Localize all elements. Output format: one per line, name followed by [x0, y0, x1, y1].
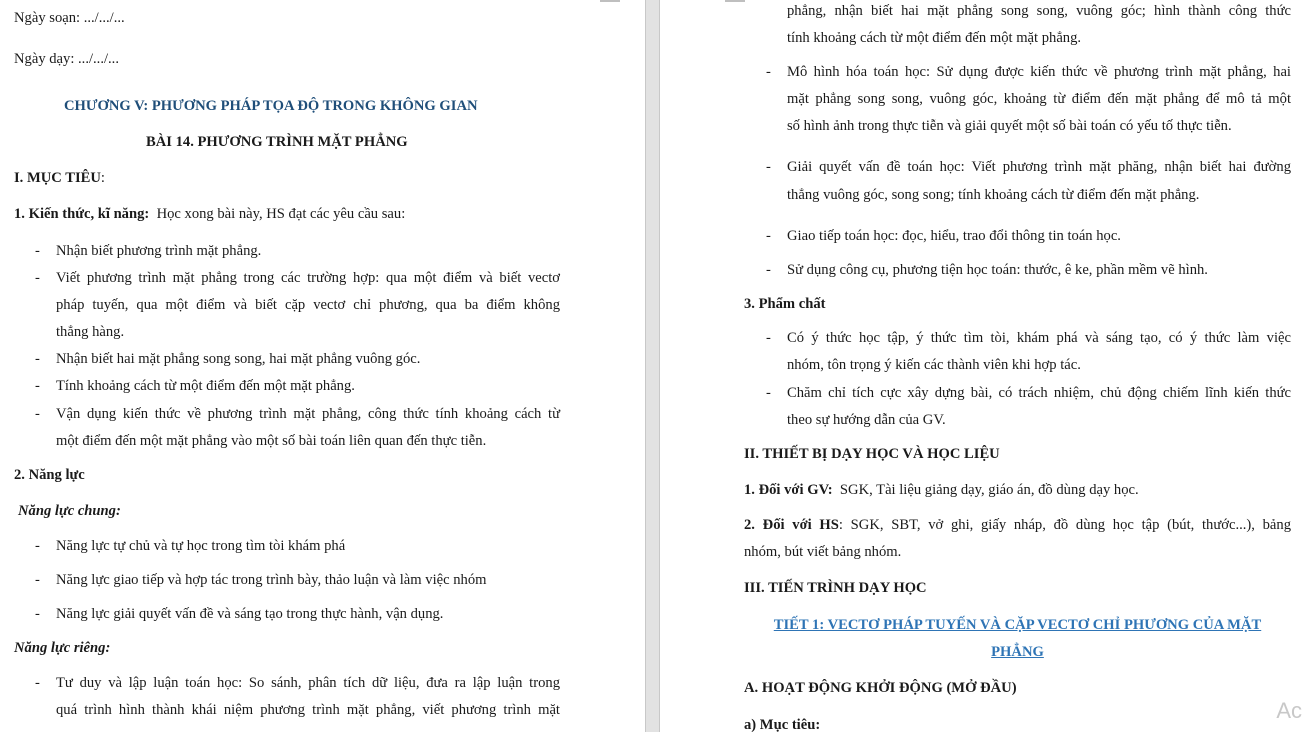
list-item: Chăm chỉ tích cực xây dựng bài, có trách nhiệm, chủ động chiếm lĩnh kiến thức [787, 385, 1291, 401]
document-page-left: Ngày soạn: .../.../... Ngày dạy: .../.../... CHƯƠNG V: PHƯƠNG PHÁP TỌA ĐỘ TRONG KHÔNG GIAN BÀI 14. PHƯƠNG TRÌNH MẶT PHẲNG I. MỤC TIÊU: 1. Kiến thức, kĩ năng: Học xong bài này, HS đạt các yêu cầu sau: - Nhận biết phương trình mặt phẳng. - Viết phương trình mặt phẳng trong các trường hợp: qua một điểm và biết vectơ pháp tuyến, qua một điểm và biết cặp vectơ chỉ phương, qua ba điểm không thẳng hàng. - Nhận biết hai mặt phẳng song song, hai mặt phẳng vuông góc. - Tính khoảng cách từ một điểm đến một mặt phẳng. - Vận dụng kiến thức về phương trình mặt phẳng, công thức tính khoảng cách từ một điểm đến một mặt phẳng vào một số bài toán liên quan đến thực tiễn. 2. Năng lực Năng lực chung: - Năng lực tự chủ và tự học trong tìm tòi khám phá - Năng lực giao tiếp và hợp tác trong trình bày, thảo luận và làm việc nhóm - Năng lực giải quyết vấn đề và sáng tạo trong thực hành, vận dụng. Năng lực riêng: - Tư duy và lập luận toán học: So sánh, phân tích dữ liệu, đưa ra lập luận trong quá trình hình thành khái niệm phương trình mặt phẳng, viết phương trình mặt [0, 0, 645, 732]
list-item-cont: phẳng, nhận biết hai mặt phẳng song song, vuông góc; hình thành công thức [787, 3, 1291, 19]
list-item: Giao tiếp toán học: đọc, hiểu, trao đổi thông tin toán học. [787, 228, 1121, 244]
list-item: Năng lực giải quyết vấn đề và sáng tạo trong thực hành, vận dụng. [56, 606, 444, 622]
hs-label: 2. Đối với HS [744, 517, 839, 533]
activation-watermark: Ac [1276, 698, 1302, 723]
list-item-cont: nhóm, tôn trọng ý kiến các thành viên khi hợp tác. [787, 357, 1081, 373]
list-item: Năng lực giao tiếp và hợp tác trong trình bày, thảo luận và làm việc nhóm [56, 572, 487, 588]
list-item: Tính khoảng cách từ một điểm đến một mặt phẳng. [56, 378, 355, 394]
list-item: Nhận biết hai mặt phẳng song song, hai mặt phẳng vuông góc. [56, 351, 421, 367]
list-item-cont: theo sự hướng dẫn của GV. [787, 412, 946, 428]
kien-thuc-label: 1. Kiến thức, kĩ năng: [14, 206, 150, 222]
tiet1-heading-link-cont[interactable]: PHẲNG [991, 644, 1044, 660]
tiet1-heading-link[interactable]: TIẾT 1: VECTƠ PHÁP TUYẾN VÀ CẶP VECTƠ CHỈ PHƯƠNG CỦA MẶT [773, 617, 1262, 633]
list-item: Năng lực tự chủ và tự học trong tìm tòi khám phá [56, 538, 346, 554]
list-item: Tư duy và lập luận toán học: So sánh, phân tích dữ liệu, đưa ra lập luận trong [56, 675, 560, 691]
list-item: Viết phương trình mặt phẳng trong các trường hợp: qua một điểm và biết vectơ [56, 270, 560, 286]
section-muc-tieu-label: I. MỤC TIÊU [14, 170, 101, 186]
section-tien-trinh: III. TIẾN TRÌNH DẠY HỌC [744, 580, 927, 596]
document-page-right: phẳng, nhận biết hai mặt phẳng song song, vuông góc; hình thành công thức tính khoảng cách từ một điểm đến một mặt phẳng. - Mô hình hóa toán học: Sử dụng được kiến thức về phương trình mặt phẳng, hai mặt phẳng song song, vuông góc, khoảng từ điểm đến mặt phẳng để mô tả một số hình ảnh trong thực tiễn và giải quyết một số bài toán có yếu tố thực tiễn. - Giải quyết vấn đề toán học: Viết phương trình mặt phăng, nhận biết hai đường thẳng vuông góc, song song; tính khoảng cách từ điểm đến mặt phẳng. - Giao tiếp toán học: đọc, hiểu, trao đổi thông tin toán học. - Sử dụng công cụ, phương tiện học toán: thước, ê ke, phần mềm vẽ hình. 3. Phẩm chất - Có ý thức học tập, ý thức tìm tòi, khám phá và sáng tạo, có ý thức làm việc nhóm, tôn trọng ý kiến các thành viên khi hợp tác. - Chăm chỉ tích cực xây dựng bài, có trách nhiệm, chủ động chiếm lĩnh kiến thức theo sự hướng dẫn của GV. II. THIẾT BỊ DẠY HỌC VÀ HỌC LIỆU 1. Đối với GV: SGK, Tài liệu giảng dạy, giáo án, đồ dùng dạy học. 2. Đối với HS: SGK, SBT, vở ghi, giấy nháp, đồ dùng học tập (bút, thước...), bảng nhóm, bút viết bảng nhóm. III. TIẾN TRÌNH DẠY HỌC TIẾT 1: VECTƠ PHÁP TUYẾN VÀ CẶP VECTƠ CHỈ PHƯƠNG CỦA MẶT PHẲNG A. HOẠT ĐỘNG KHỞI ĐỘNG (MỞ ĐẦU) a) Mục tiêu: Ac [660, 0, 1302, 732]
list-item-cont: mặt phẳng song song, vuông góc, khoảng từ điểm đến mặt phẳng để mô tả một [787, 91, 1291, 107]
list-item-cont: một điểm đến một mặt phẳng vào một số bài toán liên quan đến thực tiễn. [56, 433, 487, 449]
page-corner-mark [600, 0, 620, 2]
section-thiet-bi: II. THIẾT BỊ DẠY HỌC VÀ HỌC LIỆU [744, 446, 1000, 462]
ngay-day: Ngày dạy: .../.../... [14, 51, 119, 67]
hs-text: : SGK, SBT, vở ghi, giấy nháp, đồ dùng học tập (bút, thước...), bảng [838, 517, 1291, 533]
page-gutter [645, 0, 660, 732]
section-muc-tieu-colon: : [100, 170, 105, 186]
list-item-cont: tính khoảng cách từ một điểm đến một mặt phẳng. [787, 30, 1082, 46]
gv-label: 1. Đối với GV: [744, 482, 833, 498]
doi-voi-gv [744, 481, 1139, 499]
doi-voi-hs [744, 516, 1291, 534]
ngay-soan: Ngày soạn: .../.../... [14, 10, 125, 26]
muc-tieu-label: a) Mục tiêu: [744, 717, 821, 732]
nang-luc-rieng: Năng lực riêng: [14, 640, 111, 656]
kien-thuc-heading [14, 205, 405, 223]
nang-luc-chung: Năng lực chung: [18, 503, 121, 519]
pham-chat-heading: 3. Phẩm chất [744, 296, 826, 312]
section-muc-tieu [14, 169, 105, 187]
nang-luc-heading: 2. Năng lực [14, 467, 85, 483]
list-item-cont: thẳng hàng. [56, 324, 125, 340]
list-item-cont: thẳng vuông góc, song song; tính khoảng cách từ điểm đến mặt phẳng. [787, 187, 1200, 203]
list-item: Sử dụng công cụ, phương tiện học toán: thước, ê ke, phần mềm vẽ hình. [787, 262, 1208, 278]
page-corner-mark [725, 0, 745, 2]
list-item: Mô hình hóa toán học: Sử dụng được kiến thức về phương trình mặt phẳng, hai [787, 64, 1291, 80]
list-item-cont: pháp tuyến, qua một điểm và biết cặp vectơ chỉ phương, qua ba điểm không [56, 297, 560, 313]
list-item-cont: quá trình hình thành khái niệm phương trình mặt phẳng, viết phương trình mặt [56, 702, 560, 718]
lesson-title: BÀI 14. PHƯƠNG TRÌNH MẶT PHẲNG [146, 134, 408, 150]
list-item: Giải quyết vấn đề toán học: Viết phương trình mặt phăng, nhận biết hai đường [787, 159, 1291, 175]
kien-thuc-text: Học xong bài này, HS đạt các yêu cầu sau: [156, 206, 406, 222]
section-khoi-dong: A. HOẠT ĐỘNG KHỞI ĐỘNG (MỞ ĐẦU) [744, 680, 1017, 696]
list-item: Vận dụng kiến thức về phương trình mặt phẳng, công thức tính khoảng cách từ [56, 406, 560, 422]
doi-voi-hs-cont: nhóm, bút viết bảng nhóm. [744, 544, 902, 560]
list-item: Nhận biết phương trình mặt phẳng. [56, 243, 262, 259]
list-item-cont: số hình ảnh trong thực tiễn và giải quyết một số bài toán có yếu tố thực tiễn. [787, 118, 1232, 134]
list-item: Có ý thức học tập, ý thức tìm tòi, khám phá và sáng tạo, có ý thức làm việc [787, 330, 1291, 346]
gv-text: SGK, Tài liệu giảng dạy, giáo án, đồ dùng dạy học. [839, 482, 1139, 498]
chapter-title: CHƯƠNG V: PHƯƠNG PHÁP TỌA ĐỘ TRONG KHÔNG GIAN [64, 98, 478, 114]
